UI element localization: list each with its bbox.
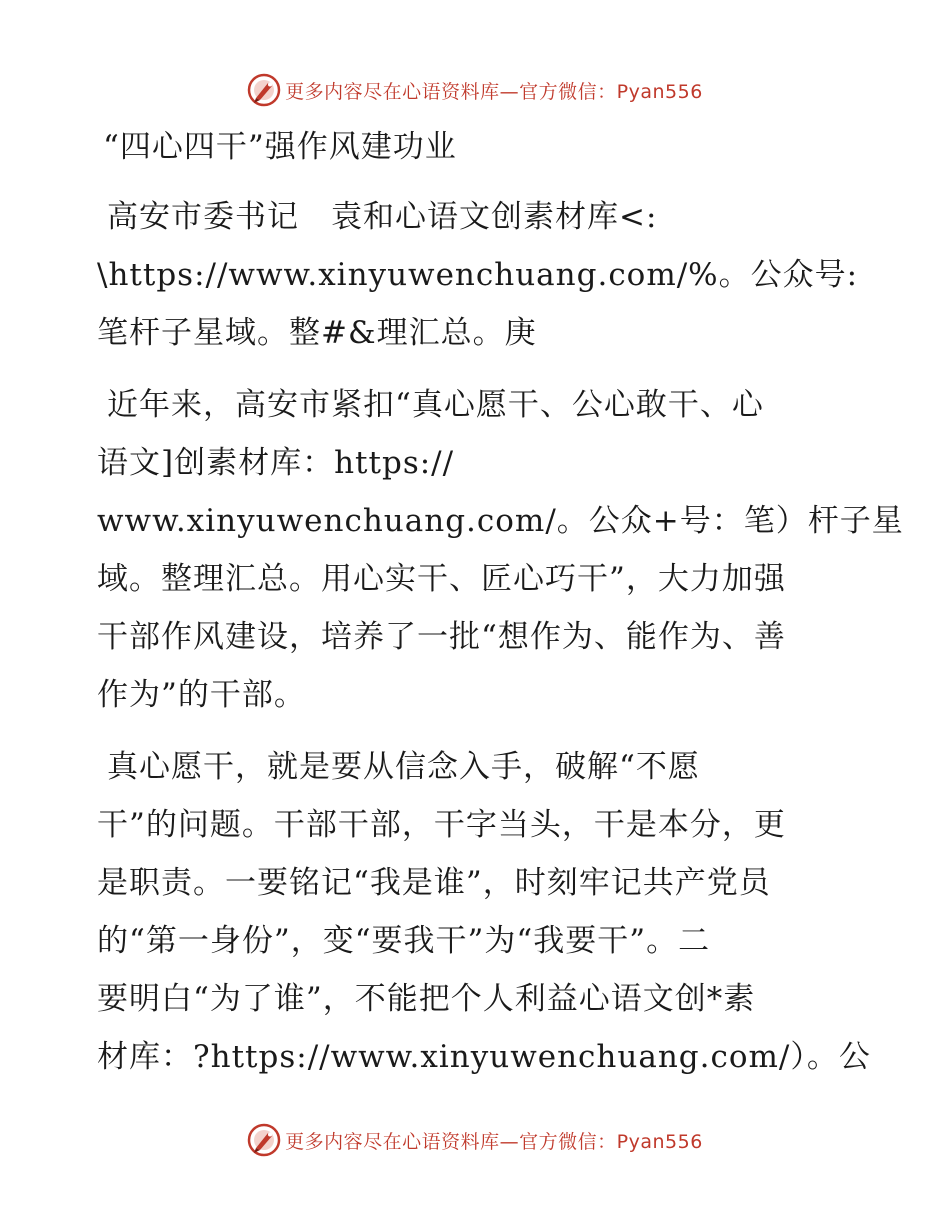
text-line: 是职责。一要铭记“我是谁”，时刻牢记共产党员 <box>97 865 771 901</box>
text-line: 真心愿干，就是要从信念入手，破解“不愿 <box>107 749 700 785</box>
text-line: 作为”的干部。 <box>97 677 306 713</box>
text-line: 要明白“为了谁”，不能把个人利益心语文创*素 <box>97 981 756 1017</box>
text-line: 高安市委书记 袁和心语文创素材库<: <box>107 199 658 235</box>
banner-text: 更多内容尽在心语资料库—官方微信：Pyan556 <box>285 1130 703 1153</box>
text-line: 域。整理汇总。用心实干、匠心巧干”，大力加强 <box>97 561 786 597</box>
text-line: 干”的问题。干部干部，干字当头，干是本分，更 <box>97 807 786 843</box>
header-banner <box>0 70 950 110</box>
text-line: 语文]创素材库：https:// <box>97 445 455 481</box>
text-line: 笔杆子星域。整#&理汇总。庚 <box>97 315 537 351</box>
text-line: www.xinyuwenchuang.com/。公众+号：笔）杆子星 <box>97 503 904 539</box>
footer-banner <box>0 1120 950 1160</box>
paragraph-body <box>97 738 871 1086</box>
text-line: \https://www.xinyuwenchuang.com/%。公众号: <box>97 257 859 293</box>
text-line: 的“第一身份”，变“要我干”为“我要干”。二 <box>97 923 711 959</box>
paragraph-intro <box>97 376 904 724</box>
text-line: 干部作风建设，培养了一批“想作为、能作为、善 <box>97 619 786 655</box>
text-line: 近年来，高安市紧扣“真心愿干、公心敢干、心 <box>107 387 764 423</box>
document-title: “四心四干”强作风建功业 <box>103 129 457 165</box>
banner-text: 更多内容尽在心语资料库—官方微信：Pyan556 <box>285 80 703 103</box>
paragraph-author <box>97 188 857 362</box>
pen-logo-icon <box>247 1123 281 1157</box>
pen-logo-icon <box>247 73 281 107</box>
text-line: 材库：?https://www.xinyuwenchuang.com/）。公 <box>97 1039 871 1075</box>
document-body <box>97 118 904 1100</box>
